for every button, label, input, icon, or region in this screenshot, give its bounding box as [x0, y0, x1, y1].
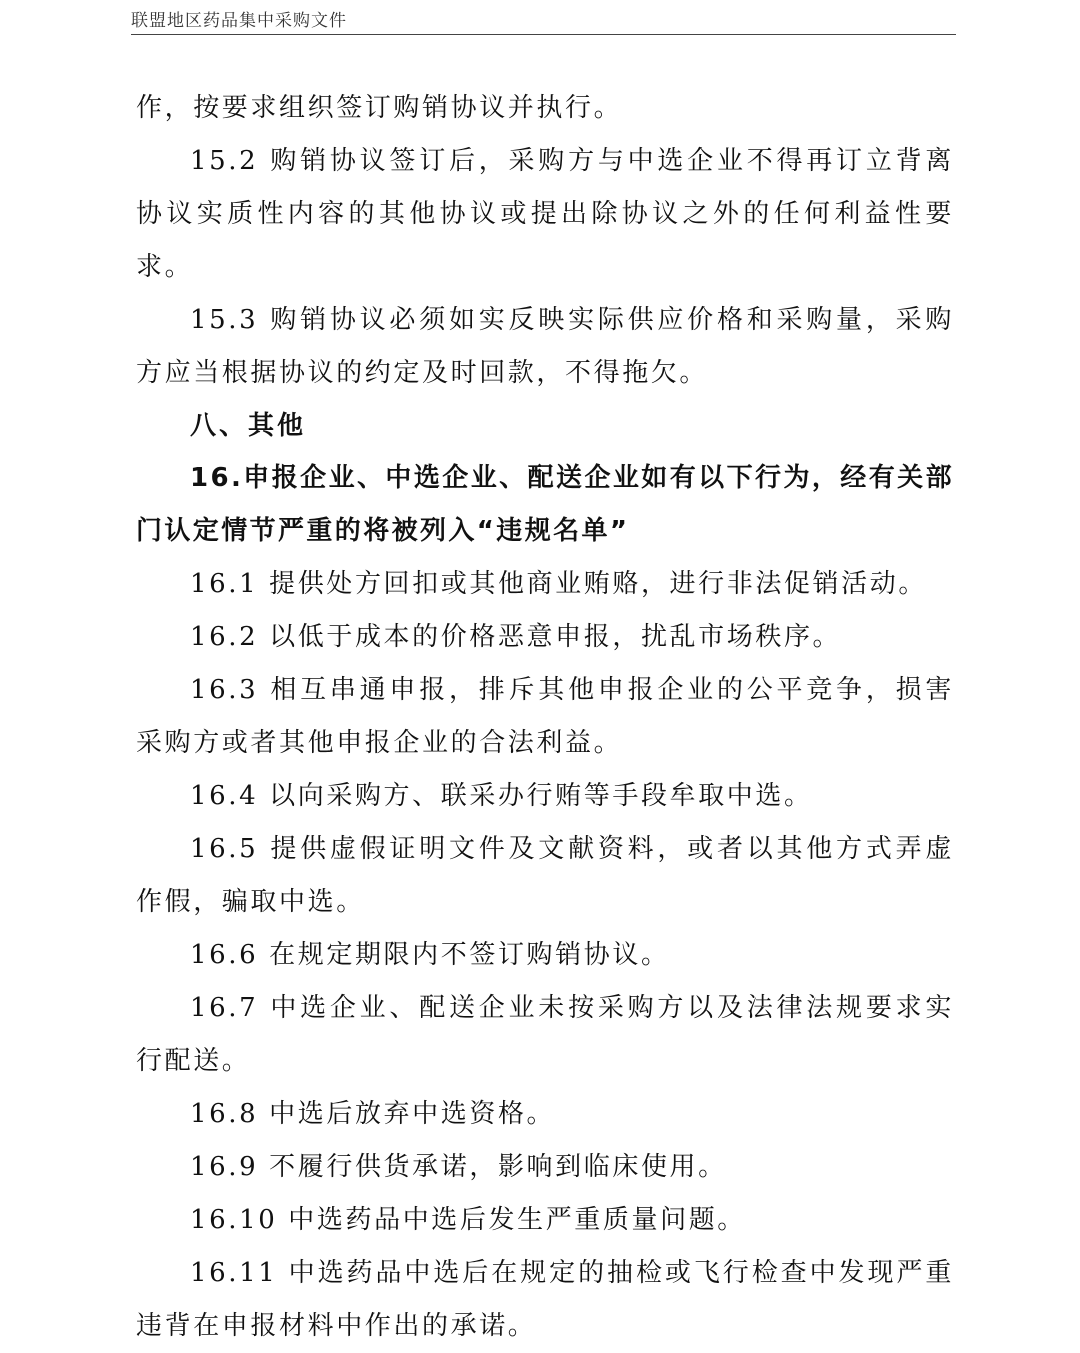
clause-15-2: 15.2 购销协议签订后，采购方与中选企业不得再订立背离协议实质性内容的其他协议或提出除协议之外的任何利益性要求。	[136, 146, 954, 282]
clause-16-7: 16.7 中选企业、配送企业未按采购方以及法律法规要求实行配送。	[136, 993, 954, 1076]
clause-16: 16.申报企业、中选企业、配送企业如有以下行为，经有关部门认定情节严重的将被列入“违规名单”	[136, 463, 954, 546]
clause-16-5: 16.5 提供虚假证明文件及文献资料，或者以其他方式弄虚作假，骗取中选。	[136, 834, 954, 917]
clause-16-4: 16.4 以向采购方、联采办行贿等手段牟取中选。	[190, 781, 813, 811]
clause-16-2: 16.2 以低于成本的价格恶意申报，扰乱市场秩序。	[190, 622, 842, 652]
clause-16-9: 16.9 不履行供货承诺，影响到临床使用。	[190, 1152, 727, 1182]
clause-16-3: 16.3 相互串通申报，排斥其他申报企业的公平竞争，损害采购方或者其他申报企业的合法利益。	[136, 675, 954, 758]
clause-16-6: 16.6 在规定期限内不签订购销协议。	[190, 940, 670, 970]
clause-16-8: 16.8 中选后放弃中选资格。	[190, 1099, 556, 1129]
section-heading-other: 八、其他	[190, 411, 307, 441]
paragraph-continuation: 作，按要求组织签订购销协议并执行。	[136, 93, 623, 123]
clause-15-3: 15.3 购销协议必须如实反映实际供应价格和采购量，采购方应当根据协议的约定及时回款，不得拖欠。	[136, 305, 954, 388]
document-body	[136, 82, 954, 1353]
header-divider	[131, 34, 956, 35]
clause-16-11: 16.11 中选药品中选后在规定的抽检或飞行检查中发现严重违背在申报材料中作出的承诺。	[136, 1258, 954, 1341]
page-header-title: 联盟地区药品集中采购文件	[131, 11, 347, 31]
clause-16-1: 16.1 提供处方回扣或其他商业贿赂，进行非法促销活动。	[190, 569, 927, 599]
clause-16-10: 16.10 中选药品中选后发生严重质量问题。	[190, 1205, 746, 1235]
